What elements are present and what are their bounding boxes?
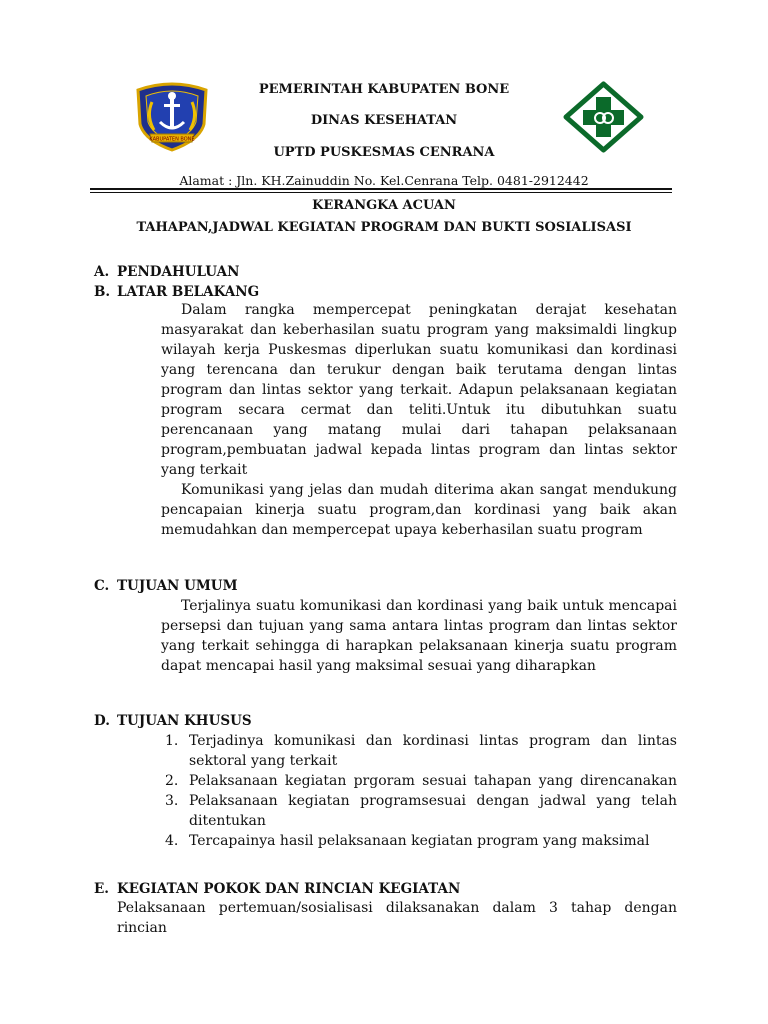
- section-a-letter: A.: [94, 264, 110, 280]
- list-item-text: Terjadinya komunikasi dan kordinasi lintas program dan lintas sektoral yang terkait: [189, 733, 677, 769]
- section-b-paragraph-1: Dalam rangka mempercepat peningkatan derajat kesehatan masyarakat dan keberhasilan suatu program yang maksimaldi lingkup wilayah kerja Puskesmas diperlukan suatu komunikasi dan kordinasi yang terencana dan terukur dengan baik terutama dengan lintas program dan lintas sektor yang terkait. Adapun pelaksanaan kegiatan program secara cermat dan teliti.Untuk itu dibutuhkan suatu perencanaan yang matang mulai dari tahapan pelaksanaan program,pembuatan jadwal kepada lintas program dan lintas sektor yang terkait: [161, 302, 677, 478]
- logo-left-text: KABUPATEN BONE: [149, 136, 195, 143]
- section-b-title: LATAR BELAKANG: [117, 284, 260, 300]
- list-item-text: Pelaksanaan kegiatan prgoram sesuai tahapan yang direncanakan: [189, 773, 677, 789]
- list-item-number: 4.: [165, 833, 179, 849]
- section-d-title: TUJUAN KHUSUS: [117, 713, 252, 729]
- section-d-list: [161, 731, 677, 851]
- section-d-heading: [94, 713, 252, 729]
- section-c-letter: C.: [94, 578, 110, 594]
- section-c-heading: [94, 578, 238, 594]
- list-item-text: Pelaksanaan kegiatan programsesuai dengan jadwal yang telah ditentukan: [189, 793, 677, 829]
- section-e-title: KEGIATAN POKOK DAN RINCIAN KEGIATAN: [117, 881, 461, 897]
- header-address: Alamat : Jln. KH.Zainuddin No. Kel.Cenrana Telp. 0481-2912442: [179, 173, 589, 188]
- section-b-paragraph-2: Komunikasi yang jelas dan mudah diterima akan sangat mendukung pencapaian kinerja suatu program,dan kordinasi yang baik akan memudahkan dan mempercepat upaya keberhasilan suatu program: [161, 482, 677, 538]
- header-puskesmas: UPTD PUSKESMAS CENRANA: [273, 145, 495, 160]
- header-department: DINAS KESEHATAN: [310, 113, 458, 128]
- section-e-heading: [94, 881, 460, 897]
- section-e-paragraph: Pelaksanaan pertemuan/sosialisasi dilaksanakan dalam 3 tahap dengan rincian: [117, 900, 677, 936]
- document-subtitle: TAHAPAN,JADWAL KEGIATAN PROGRAM DAN BUKTI SOSIALISASI: [136, 220, 632, 235]
- section-e-letter: E.: [94, 881, 109, 897]
- section-a-heading: [94, 264, 239, 280]
- list-item: [161, 791, 677, 831]
- list-item-number: 2.: [165, 773, 179, 789]
- section-a-title: PENDAHULUAN: [117, 264, 240, 280]
- section-d-letter: D.: [94, 713, 110, 729]
- list-item-number: 1.: [165, 733, 179, 749]
- list-item: [161, 771, 677, 791]
- list-item: [161, 831, 677, 851]
- list-item-number: 3.: [165, 793, 179, 809]
- section-b-letter: B.: [94, 284, 111, 300]
- header-divider-thick: [90, 188, 672, 190]
- list-item: [161, 731, 677, 771]
- puskesmas-logo: [556, 81, 651, 153]
- header-divider-thin: [90, 192, 672, 193]
- list-item-text: Tercapainya hasil pelaksanaan kegiatan program yang maksimal: [189, 833, 650, 849]
- header-government: PEMERINTAH KABUPATEN BONE: [258, 82, 510, 97]
- section-b-heading: [94, 284, 259, 300]
- section-c-paragraph: Terjalinya suatu komunikasi dan kordinasi yang baik untuk mencapai persepsi dan tujuan yang sama antara lintas program dan lintas sektor yang terkait sehingga di harapkan pelaksanaan kinerja suatu program dapat mencapai hasil yang maksimal sesuai yang diharapkan: [161, 598, 677, 674]
- kabupaten-bone-logo: [132, 80, 212, 152]
- section-c-title: TUJUAN UMUM: [117, 578, 238, 594]
- document-title: KERANGKA ACUAN: [312, 198, 456, 213]
